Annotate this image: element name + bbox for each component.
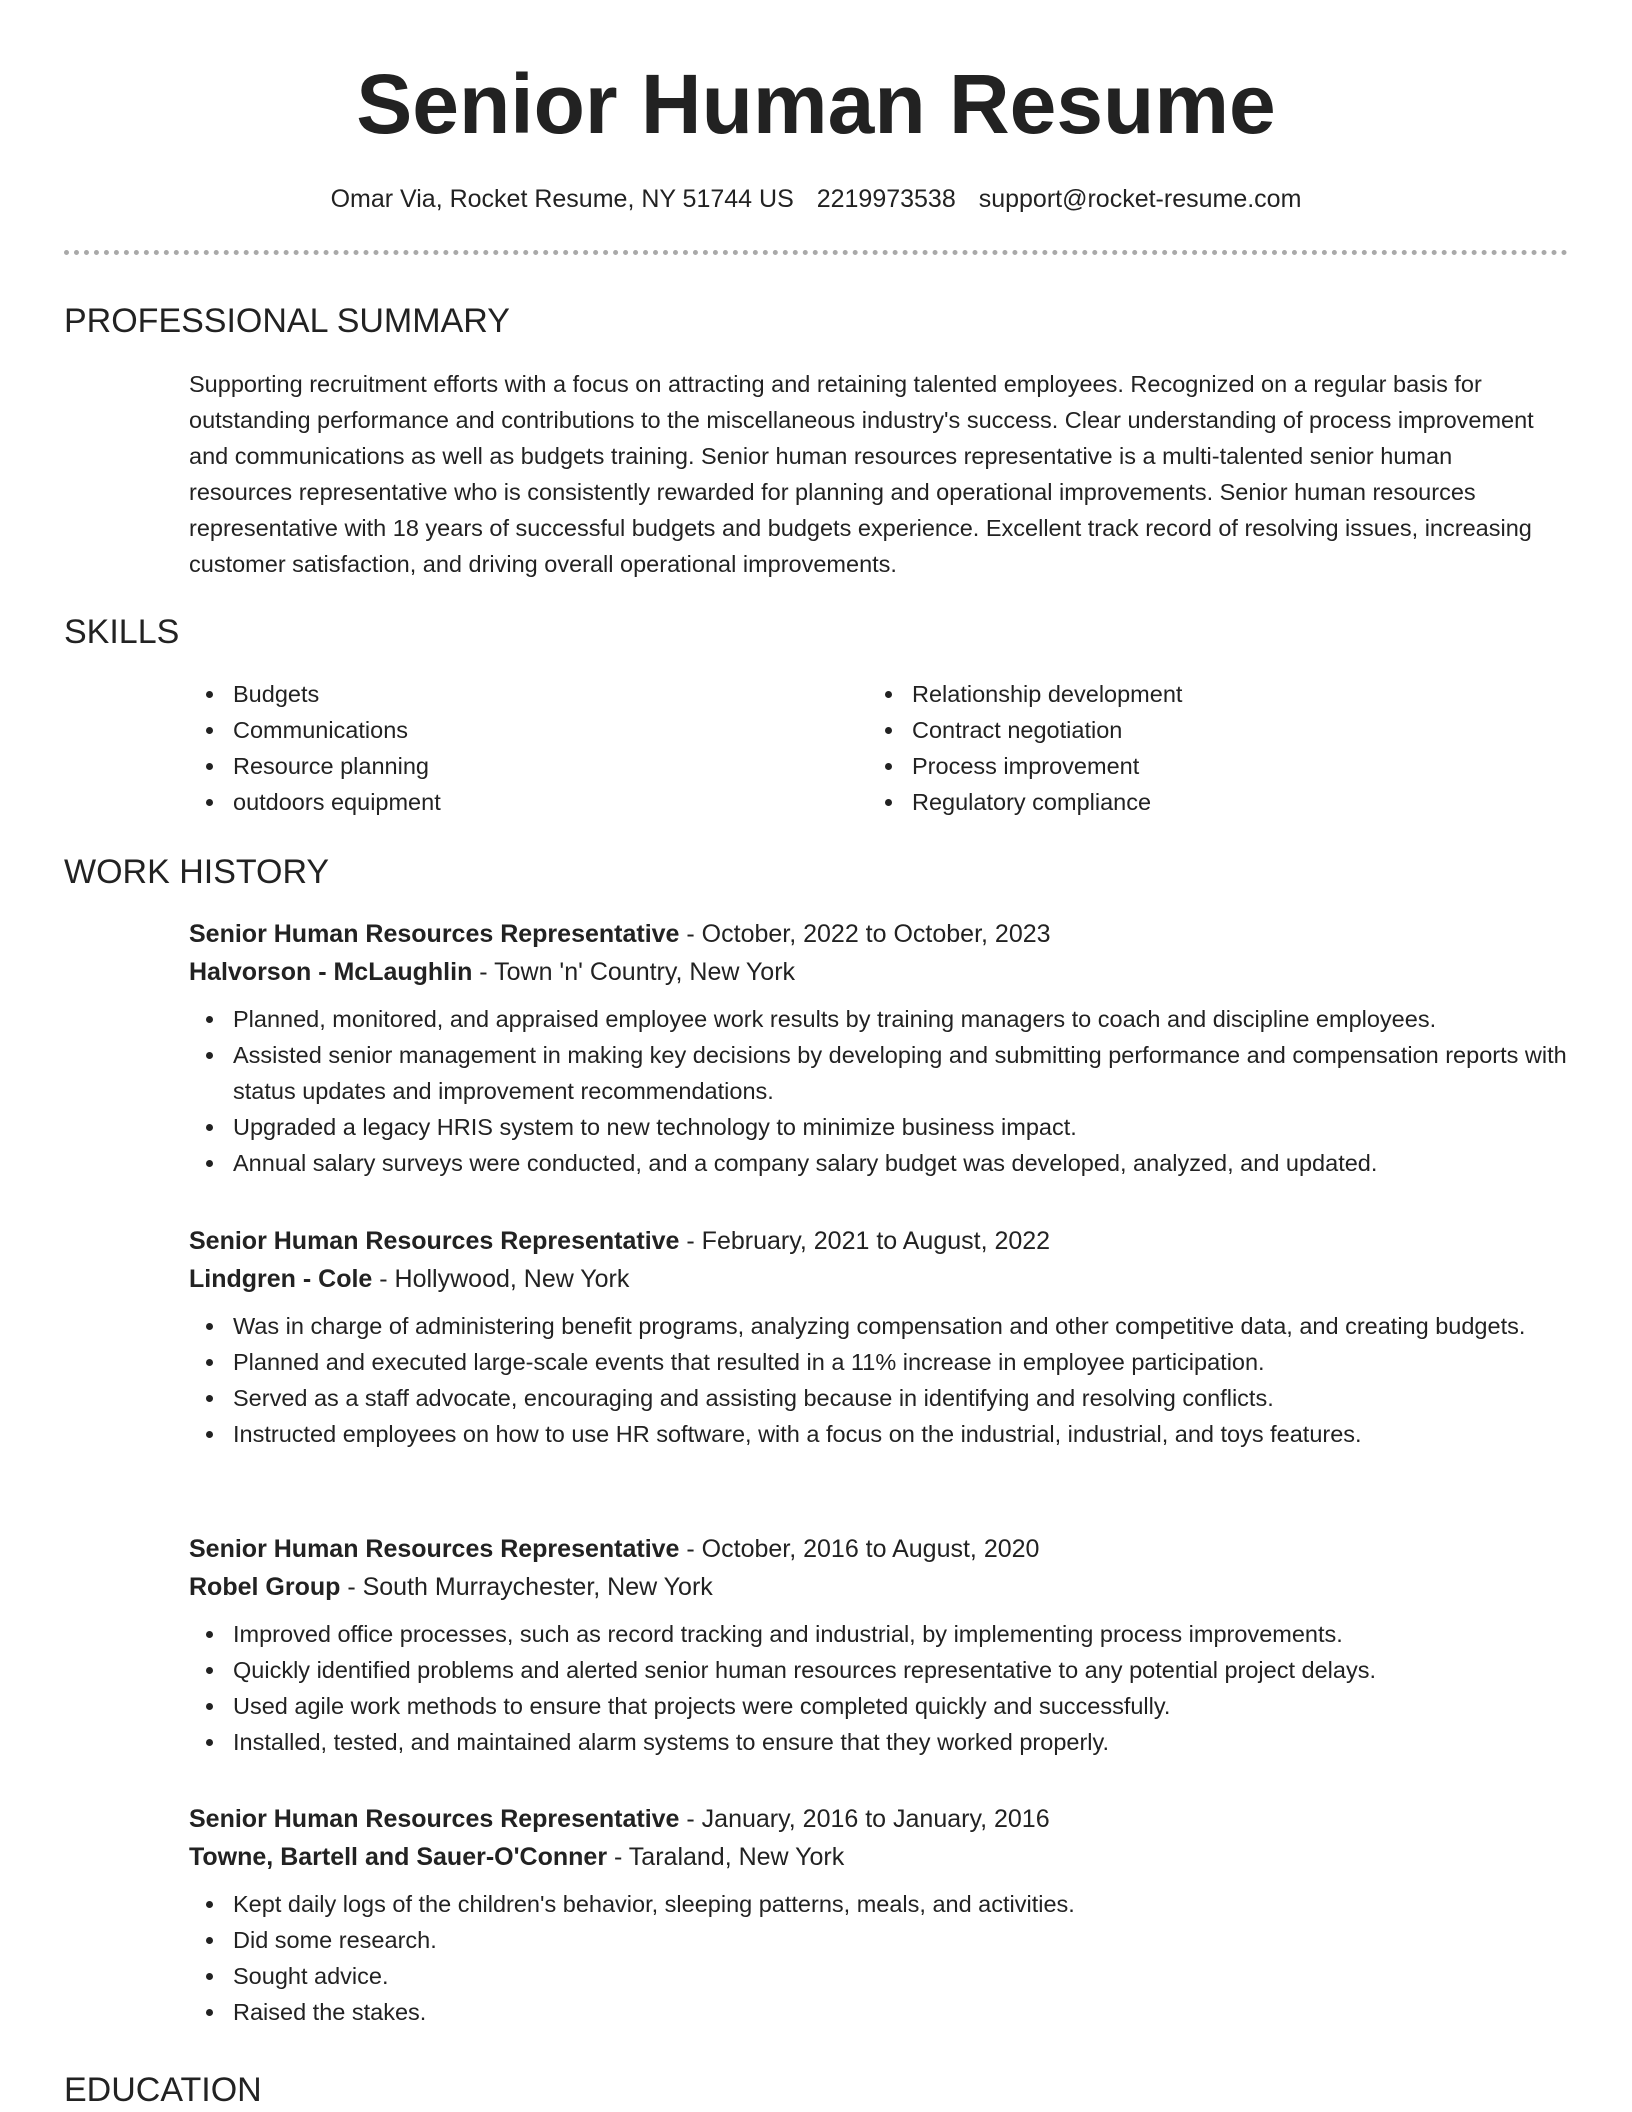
skill-item: Communications <box>189 712 829 748</box>
job-entry <box>189 1800 1569 2030</box>
skills-heading: SKILLS <box>64 613 180 651</box>
skills-column-right <box>868 676 1508 820</box>
job-company: Towne, Bartell and Sauer-O'Conner <box>189 1843 608 1871</box>
job-bullet: Assisted senior management in making key decisions by developing and submitting performance and compensation reports with status updates and improvement recommendations. <box>189 1037 1569 1109</box>
skill-item: Budgets <box>189 676 829 712</box>
job-title-line <box>189 915 1569 953</box>
summary-text: Supporting recruitment efforts with a focus on attracting and retaining talented employees. Recognized on a regular basis for outstanding performance and contributions to the miscellaneous industry's success. Clear understanding of process improvement and communications as well as budgets training. Senior human resources representative is a multi-talented senior human resources representative who is consistently rewarded for planning and operational improvements. Senior human resources representative with 18 years of successful budgets and budgets experience. Excellent track record of resolving issues, increasing customer satisfaction, and driving overall operational improvements. <box>189 371 1534 577</box>
job-entry <box>189 915 1569 1181</box>
job-company: Robel Group <box>189 1573 341 1601</box>
job-title: Senior Human Resources Representative <box>189 1535 680 1563</box>
job-bullet: Upgraded a legacy HRIS system to new technology to minimize business impact. <box>189 1109 1569 1145</box>
job-location: - South Murraychester, New York <box>340 1573 713 1601</box>
skills-column-left <box>189 676 829 820</box>
job-bullet: Installed, tested, and maintained alarm systems to ensure that they worked properly. <box>189 1724 1569 1760</box>
job-title-line <box>189 1222 1569 1260</box>
job-bullet: Used agile work methods to ensure that projects were completed quickly and successfully. <box>189 1688 1569 1724</box>
job-bullet: Did some research. <box>189 1922 1569 1958</box>
job-entry <box>189 1222 1569 1452</box>
contact-address: Omar Via, Rocket Resume, NY 51744 US <box>330 185 794 213</box>
job-company: Halvorson - McLaughlin <box>189 958 473 986</box>
job-location: - Hollywood, New York <box>372 1265 630 1293</box>
header-divider <box>64 250 1568 255</box>
job-company: Lindgren - Cole <box>189 1265 373 1293</box>
job-title: Senior Human Resources Representative <box>189 1805 680 1833</box>
job-bullet: Sought advice. <box>189 1958 1569 1994</box>
job-bullet: Served as a staff advocate, encouraging and assisting because in identifying and resolving conflicts. <box>189 1380 1569 1416</box>
contact-email: support@rocket-resume.com <box>978 185 1302 213</box>
job-bullet: Improved office processes, such as record tracking and industrial, by implementing process improvements. <box>189 1616 1569 1652</box>
skill-item: Contract negotiation <box>868 712 1508 748</box>
job-company-line <box>189 953 1569 991</box>
job-bullets <box>189 1308 1569 1452</box>
job-title-line <box>189 1800 1569 1838</box>
job-bullets <box>189 1886 1569 2030</box>
job-bullets <box>189 1616 1569 1760</box>
skill-item: Regulatory compliance <box>868 784 1508 820</box>
job-bullet: Planned, monitored, and appraised employee work results by training managers to coach and discipline employees. <box>189 1001 1569 1037</box>
contact-line <box>0 182 1632 216</box>
skill-item: Relationship development <box>868 676 1508 712</box>
job-dates: - October, 2022 to October, 2023 <box>679 920 1051 948</box>
skill-item: Process improvement <box>868 748 1508 784</box>
skill-item: outdoors equipment <box>189 784 829 820</box>
job-title: Senior Human Resources Representative <box>189 920 680 948</box>
job-location: - Taraland, New York <box>607 1843 845 1871</box>
job-bullets <box>189 1001 1569 1181</box>
work-history-heading: WORK HISTORY <box>64 853 330 891</box>
job-dates: - January, 2016 to January, 2016 <box>679 1805 1050 1833</box>
job-bullet: Annual salary surveys were conducted, and a company salary budget was developed, analyzed, and updated. <box>189 1145 1569 1181</box>
job-title: Senior Human Resources Representative <box>189 1227 680 1255</box>
job-bullet: Was in charge of administering benefit programs, analyzing compensation and other competitive data, and creating budgets. <box>189 1308 1569 1344</box>
job-company-line <box>189 1838 1569 1876</box>
education-heading: EDUCATION <box>64 2071 262 2109</box>
job-company-line <box>189 1260 1569 1298</box>
job-bullet: Planned and executed large-scale events that resulted in a 11% increase in employee participation. <box>189 1344 1569 1380</box>
job-dates: - February, 2021 to August, 2022 <box>679 1227 1051 1255</box>
job-dates: - October, 2016 to August, 2020 <box>679 1535 1040 1563</box>
job-title-line <box>189 1530 1569 1568</box>
summary-heading: PROFESSIONAL SUMMARY <box>64 302 510 340</box>
job-entry <box>189 1530 1569 1760</box>
skill-item: Resource planning <box>189 748 829 784</box>
job-bullet: Kept daily logs of the children's behavior, sleeping patterns, meals, and activities. <box>189 1886 1569 1922</box>
job-bullet: Quickly identified problems and alerted senior human resources representative to any potential project delays. <box>189 1652 1569 1688</box>
resume-title: Senior Human Resume <box>356 57 1276 151</box>
job-bullet: Instructed employees on how to use HR software, with a focus on the industrial, industrial, and toys features. <box>189 1416 1569 1452</box>
job-location: - Town 'n' Country, New York <box>472 958 796 986</box>
contact-phone: 2219973538 <box>816 185 956 213</box>
job-bullet: Raised the stakes. <box>189 1994 1569 2030</box>
job-company-line <box>189 1568 1569 1606</box>
